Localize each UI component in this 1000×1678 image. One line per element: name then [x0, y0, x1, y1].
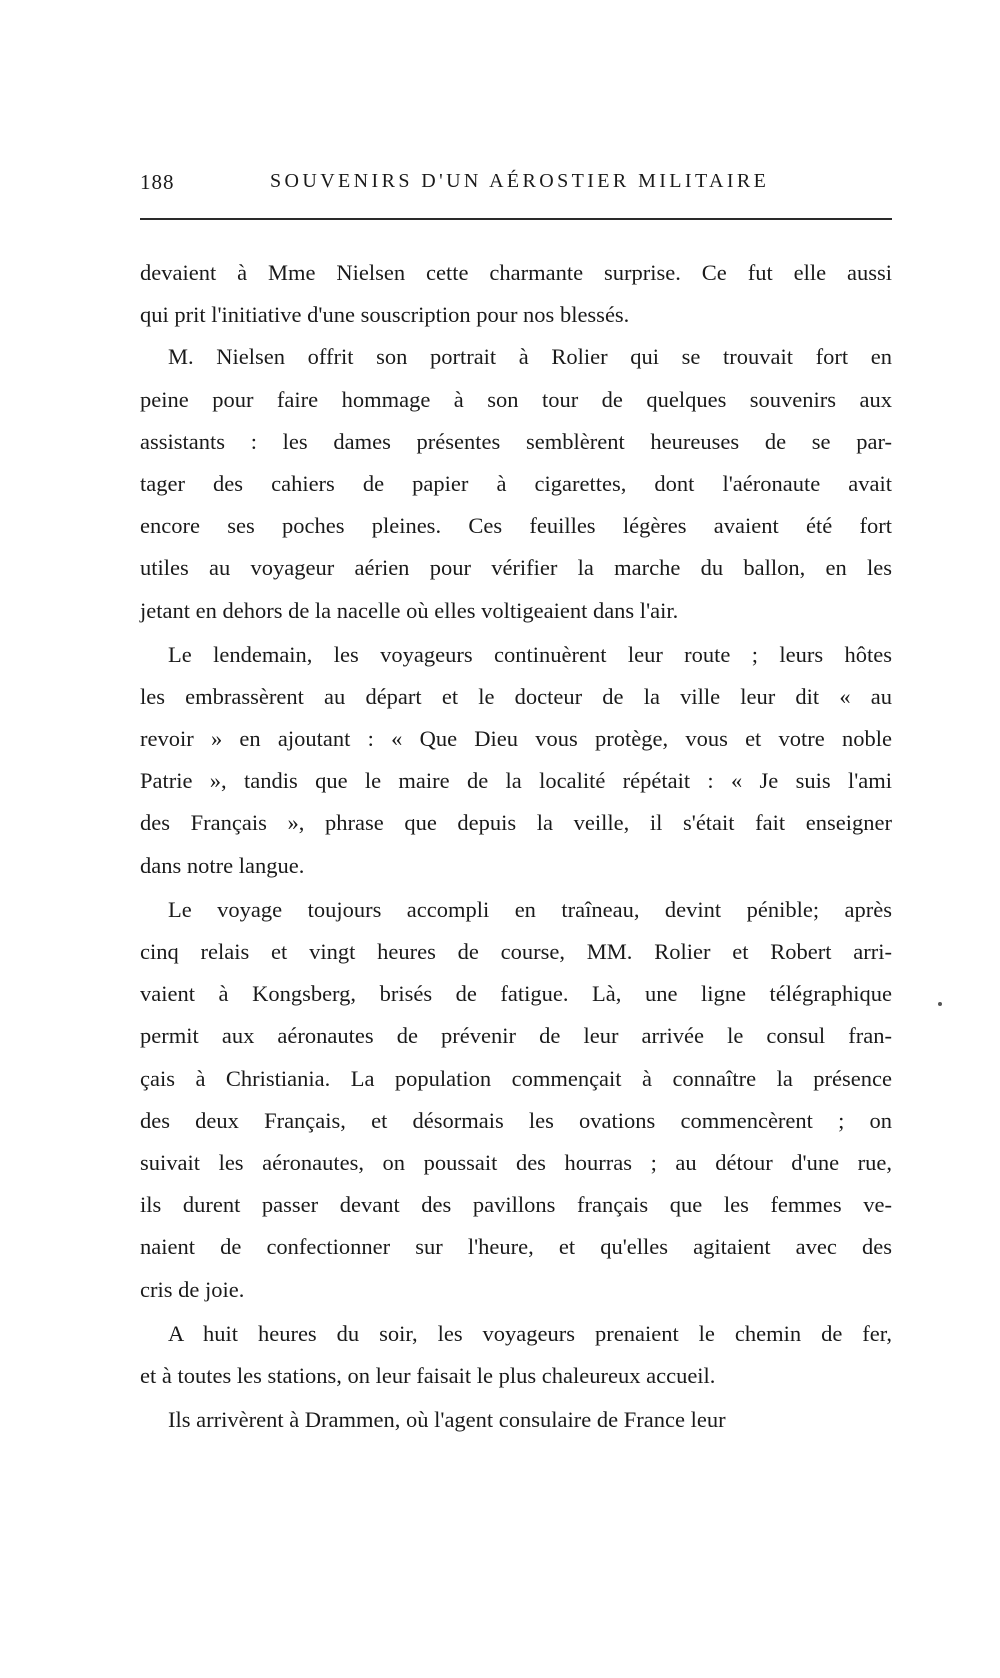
text-line: suivait les aéronautes, on poussait des hourras ; au détour d'une rue,	[140, 1149, 892, 1175]
header-rule	[140, 218, 892, 220]
text-line: jetant en dehors de la nacelle où elles voltigeaient dans l'air.	[140, 597, 679, 623]
text-line: revoir » en ajoutant : « Que Dieu vous protège, vous et votre noble	[140, 726, 892, 752]
text-line: encore ses poches pleines. Ces feuilles légères avaient été fort	[140, 513, 892, 539]
text-line: les embrassèrent au départ et le docteur de la ville leur dit « au	[140, 683, 892, 709]
text-line: Le voyage toujours accompli en traîneau, devint pénible; après	[168, 896, 892, 922]
text-line: Ils arrivèrent à Drammen, où l'agent consulaire de France leur	[168, 1407, 726, 1433]
text-line: qui prit l'initiative d'une souscription pour nos blessés.	[140, 302, 630, 328]
text-line: Le lendemain, les voyageurs continuèrent leur route ; leurs hôtes	[168, 641, 892, 667]
text-line: vaient à Kongsberg, brisés de fatigue. Là, une ligne télégraphique	[140, 981, 892, 1007]
text-line: Patrie », tandis que le maire de la localité répétait : « Je suis l'ami	[140, 768, 892, 794]
text-line: naient de confectionner sur l'heure, et qu'elles agitaient avec des	[140, 1234, 892, 1260]
text-line: peine pour faire hommage à son tour de quelques souvenirs aux	[140, 386, 892, 412]
page-number: 188	[140, 170, 175, 194]
text-line: assistants : les dames présentes semblèrent heureuses de se par-	[140, 428, 892, 454]
text-line: tager des cahiers de papier à cigarettes, dont l'aéronaute avait	[140, 470, 892, 496]
text-line: et à toutes les stations, on leur faisait le plus chaleureux accueil.	[140, 1362, 716, 1388]
text-line: cinq relais et vingt heures de course, MM. Rolier et Robert arri-	[140, 939, 892, 964]
text-line: utiles au voyageur aérien pour vérifier la marche du ballon, en les	[140, 555, 892, 581]
text-line: M. Nielsen offrit son portrait à Rolier qui se trouvait fort en	[168, 344, 892, 370]
text-line: ils durent passer devant des pavillons français que les femmes ve-	[140, 1192, 892, 1218]
scan-speck	[938, 1002, 942, 1006]
text-line: cris de joie.	[140, 1276, 245, 1302]
text-line: des Français », phrase que depuis la veille, il s'était fait enseigner	[140, 810, 892, 836]
text-line: dans notre langue.	[140, 852, 305, 878]
text-line: A huit heures du soir, les voyageurs prenaient le chemin de fer,	[168, 1320, 892, 1346]
running-head	[140, 170, 892, 200]
text-line: des deux Français, et désormais les ovations commencèrent ; on	[140, 1107, 892, 1133]
body-text	[140, 252, 892, 1441]
text-line: permit aux aéronautes de prévenir de leur arrivée le consul fran-	[140, 1023, 892, 1049]
running-title: SOUVENIRS D'UN AÉROSTIER MILITAIRE	[270, 170, 770, 192]
text-line: çais à Christiania. La population commençait à connaître la présence	[140, 1065, 892, 1091]
text-line: devaient à Mme Nielsen cette charmante surprise. Ce fut elle aussi	[140, 260, 892, 285]
